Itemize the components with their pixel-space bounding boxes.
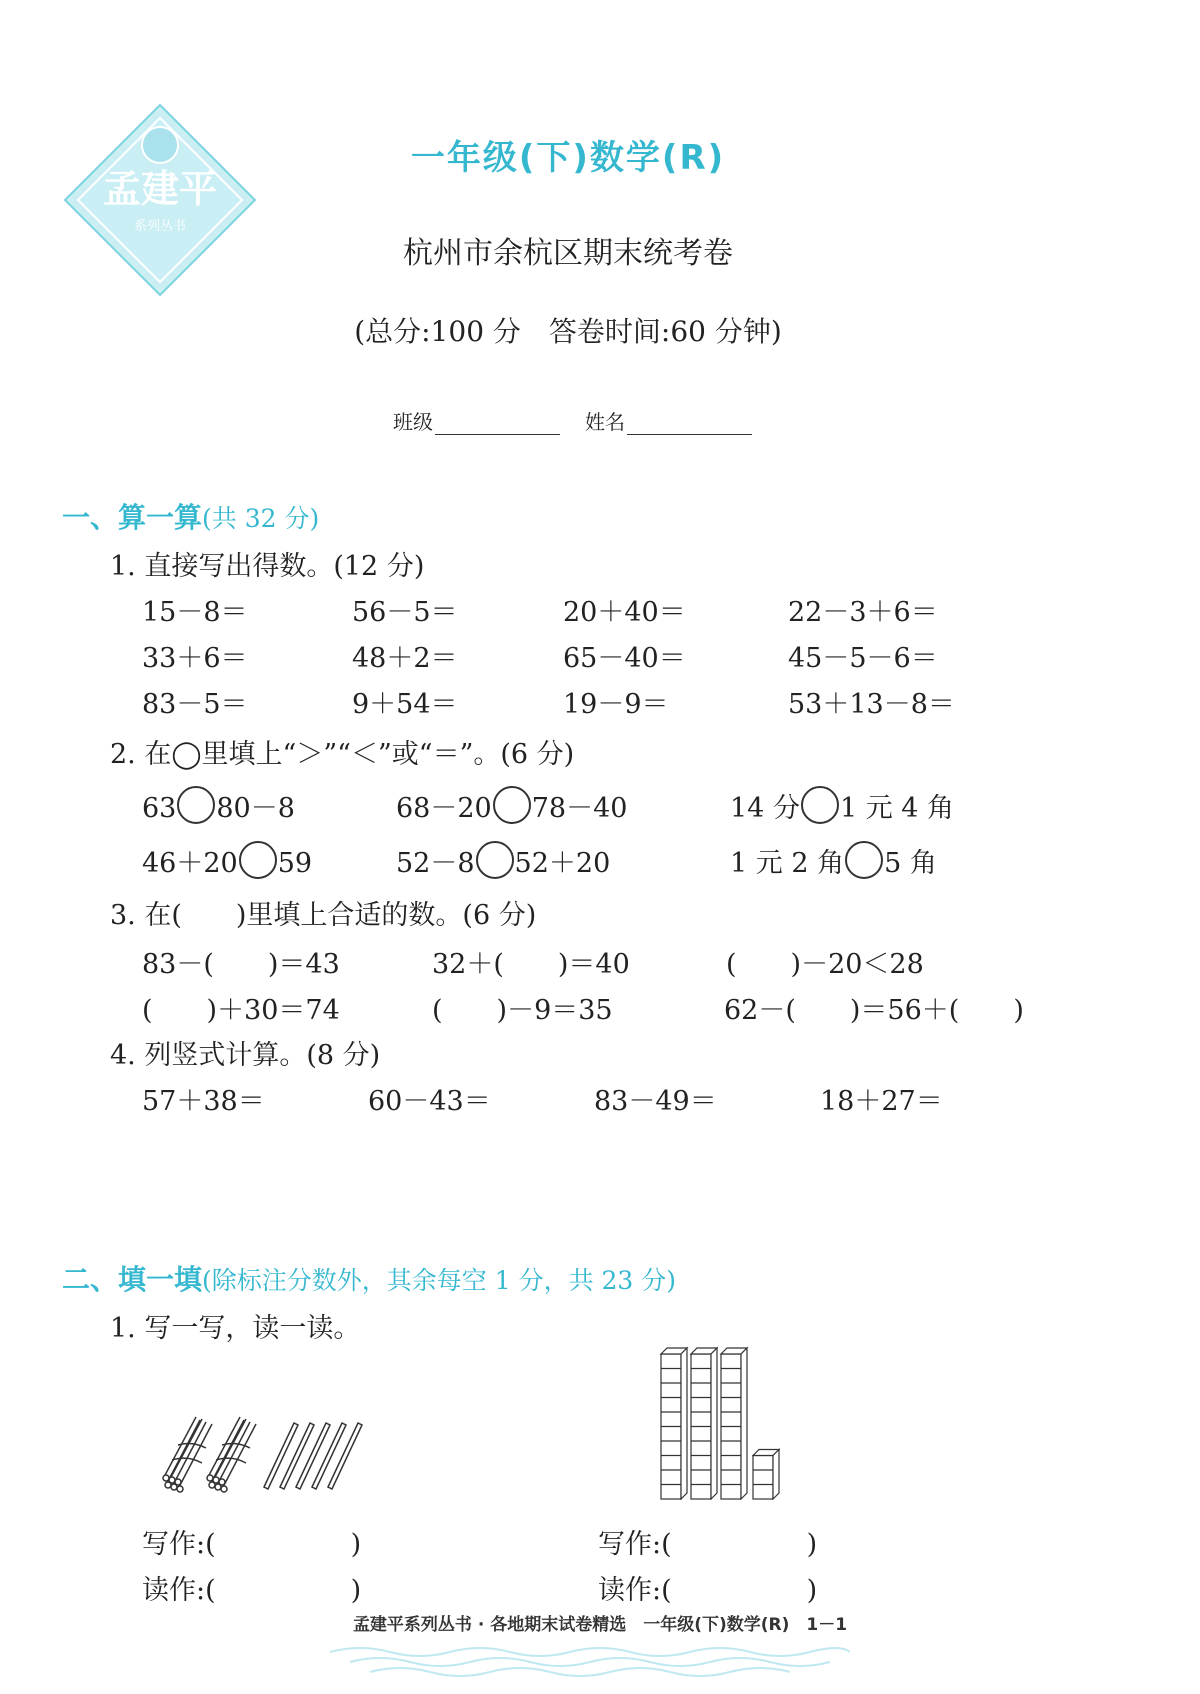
section-2-note: (除标注分数外，其余每空 1 分，共 23 分) — [202, 1266, 677, 1295]
ten-rod — [691, 1348, 717, 1499]
calc-item: 48＋2＝ — [352, 643, 458, 674]
ten-rod — [661, 1348, 687, 1499]
exam-subtitle: 杭州市余杭区期末统考卷 — [403, 236, 733, 271]
stick-bundle — [163, 1417, 212, 1492]
compare-item — [142, 841, 312, 880]
compare-right: 78－40 — [531, 793, 628, 824]
logo-name: 孟建平 — [102, 167, 218, 211]
compare-left: 46＋20 — [142, 848, 238, 879]
unit-cubes — [753, 1450, 779, 1500]
question-1-4-title: 4. 列竖式计算。(8 分) — [110, 1040, 381, 1071]
calc-item: 53＋13－8＝ — [788, 689, 955, 720]
class-blank[interactable] — [435, 414, 560, 435]
calc-item: 20＋40＝ — [563, 597, 686, 628]
calc-item: 65－40＝ — [563, 643, 686, 674]
page-title: 一年级(下)数学(R) — [410, 138, 726, 178]
compare-item — [730, 786, 954, 825]
class-label: 班级 — [393, 410, 433, 434]
fill-item: 32＋( )＝40 — [432, 949, 630, 980]
calc-item: 45－5－6＝ — [788, 643, 938, 674]
calc-item: 83－5＝ — [142, 689, 248, 720]
fill-item: 62－( )＝56＋( ) — [724, 995, 1024, 1026]
vertical-calc-item: 60－43＝ — [368, 1086, 491, 1117]
vertical-calc-item: 57＋38＝ — [142, 1086, 265, 1117]
compare-circle[interactable] — [177, 786, 215, 824]
compare-right: 1 元 4 角 — [839, 793, 955, 824]
compare-circle[interactable] — [476, 841, 514, 879]
page-footer: 孟建平系列丛书 · 各地期末试卷精选 一年级(下)数学(R) 1－1 — [352, 1615, 848, 1635]
fill-item: ( )－20＜28 — [726, 949, 924, 980]
section-1-title: 一、算一算 — [62, 501, 203, 534]
fill-item: 83－( )＝43 — [142, 949, 340, 980]
calc-item: 33＋6＝ — [142, 643, 248, 674]
question-1-2-title: 2. 在◯里填上“＞”“＜”或“＝”。(6 分) — [110, 739, 575, 770]
base-ten-blocks-figure — [655, 1340, 785, 1500]
compare-circle[interactable] — [239, 841, 277, 879]
write-field-right[interactable]: 写作:( ) — [598, 1529, 818, 1560]
calc-item: 56－5＝ — [352, 597, 458, 628]
write-field-left[interactable]: 写作:( ) — [142, 1529, 362, 1560]
compare-item — [396, 786, 627, 825]
single-sticks — [264, 1423, 362, 1489]
name-blank[interactable] — [627, 414, 752, 435]
score-info: (总分:100 分 答卷时间:60 分钟) — [354, 315, 782, 348]
class-field — [393, 406, 560, 435]
stick-bundle — [207, 1417, 256, 1492]
compare-left: 1 元 2 角 — [730, 848, 845, 879]
compare-left: 68－20 — [396, 793, 492, 824]
calc-item: 19－9＝ — [563, 689, 669, 720]
question-2-1-title: 1. 写一写，读一读。 — [110, 1313, 361, 1344]
fill-item: ( )－9＝35 — [432, 995, 613, 1026]
footer-wave-decoration — [330, 1640, 850, 1680]
compare-left: 14 分 — [730, 793, 800, 824]
section-2-title: 二、填一填 — [62, 1263, 203, 1296]
name-label: 姓名 — [585, 410, 625, 434]
compare-item — [142, 786, 295, 825]
calc-item: 22－3＋6＝ — [788, 597, 938, 628]
compare-left: 63 — [142, 793, 177, 824]
logo-subtitle: 系列丛书 — [133, 219, 187, 234]
compare-circle[interactable] — [845, 841, 883, 879]
compare-left: 52－8 — [396, 848, 475, 879]
compare-circle[interactable] — [493, 786, 531, 824]
compare-right: 80－8 — [216, 793, 295, 824]
name-field — [585, 406, 752, 435]
compare-item — [396, 841, 610, 880]
read-field-right[interactable]: 读作:( ) — [598, 1575, 818, 1606]
compare-circle[interactable] — [801, 786, 839, 824]
question-1-3-title: 3. 在( )里填上合适的数。(6 分) — [110, 900, 537, 931]
calc-item: 9＋54＝ — [352, 689, 458, 720]
ten-rod — [721, 1348, 747, 1499]
question-1-1-title: 1. 直接写出得数。(12 分) — [110, 551, 425, 582]
compare-right: 52＋20 — [514, 848, 611, 879]
section-2-heading — [62, 1258, 676, 1298]
calc-item: 15－8＝ — [142, 597, 248, 628]
compare-right: 5 角 — [884, 848, 937, 879]
section-1-heading — [62, 496, 319, 536]
counting-sticks-figure — [160, 1415, 370, 1495]
vertical-calc-item: 18＋27＝ — [820, 1086, 943, 1117]
fill-item: ( )＋30＝74 — [142, 995, 340, 1026]
section-1-note: (共 32 分) — [202, 504, 320, 533]
vertical-calc-item: 83－49＝ — [594, 1086, 717, 1117]
compare-right: 59 — [277, 848, 313, 879]
read-field-left[interactable]: 读作:( ) — [142, 1575, 362, 1606]
compare-item — [730, 841, 937, 880]
